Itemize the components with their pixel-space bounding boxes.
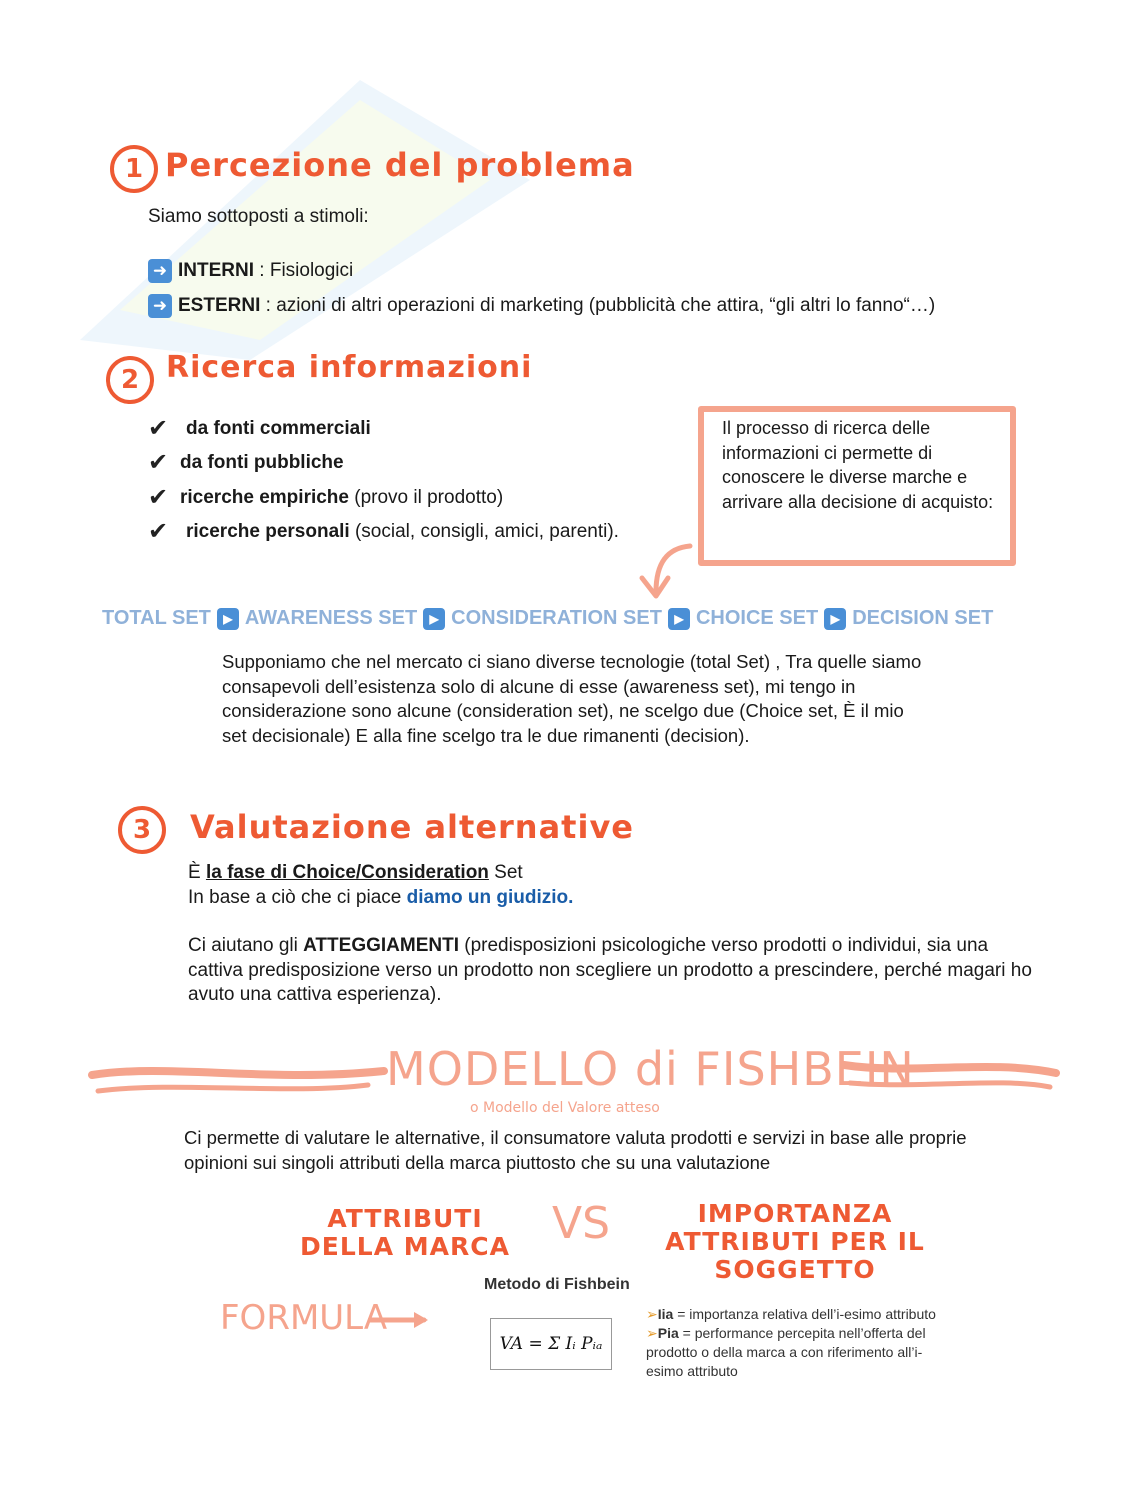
section1-title: Percezione del problema [165,146,635,184]
fishbein-subtitle: o Modello del Valore atteso [470,1100,660,1116]
decorative-brush-left [88,1055,388,1100]
set-total: TOTAL SET [102,607,211,629]
check-icon: ✔ [148,518,169,546]
section1-item-interni: ➜ INTERNI : Fisiologici [148,258,353,283]
section3-title: Valutazione alternative [190,808,634,846]
right-arrow-icon: ➜ [148,294,172,318]
importance-label: IMPORTANZA ATTRIBUTI PER IL SOGGETTO [665,1199,925,1284]
section2-title: Ricerca informazioni [166,350,533,385]
section2-item: ✔ ricerche personali (social, consigli, amici, parenti). [148,518,619,546]
set-consideration: CONSIDERATION SET [451,607,662,629]
section2-number: 2 [106,356,154,404]
check-icon: ✔ [148,415,169,443]
info-box-text: Il processo di ricerca delle informazioni ci permette di conoscere le diverse marche e arrivare alla decisione di acquisto: [722,418,994,512]
play-icon: ▶ [423,608,445,630]
method-title: Metodo di Fishbein [484,1276,630,1293]
legend-line-importance: ➢Iia = importanza relativa dell’i-esimo attributo [646,1306,936,1322]
vs-label: VS [552,1198,611,1249]
section1-intro: Siamo sottoposti a stimoli: [148,206,369,227]
arrow-right-icon [368,1310,433,1330]
sets-row [102,607,1062,630]
fishbein-title: MODELLO di FISHBEIN [386,1042,915,1096]
section1-number: 1 [110,145,158,193]
section3-line1: È la fase di Choice/Consideration Set [188,862,523,883]
section1-item-esterni: ➜ ESTERNI : azioni di altri operazioni di marketing (pubblicità che attira, “gli altri lo fanno“…) [148,293,935,318]
sets-paragraph: Supponiamo che nel mercato ci siano diverse tecnologie (total Set) , Tra quelle siamo consapevoli dell’esistenza solo di alcune di esse (awareness set), mi tengo in considerazione sono alcune (consideration set), ne scelgo due (Choice set, È il mio set decisionale) E alla fine scelgo tra le due rimanenti (decision). [222,651,922,746]
formula-box: VA = Σ Iᵢ Pᵢₐ [490,1318,612,1370]
set-choice: CHOICE SET [695,607,819,629]
set-awareness: AWARENESS SET [244,607,418,629]
play-icon: ▶ [824,608,846,630]
attributes-label: ATTRIBUTI DELLA MARCA [300,1204,510,1261]
play-icon: ▶ [217,608,239,630]
curved-arrow-icon [628,540,698,605]
section2-item: ✔ da fonti pubbliche [148,449,344,477]
section3-line2: In base a ciò che ci piace diamo un giudizio. [188,887,574,908]
play-icon: ▶ [668,608,690,630]
section2-item: ✔ da fonti commerciali [148,415,371,443]
set-decision: DECISION SET [852,607,994,629]
fishbein-paragraph: Ci permette di valutare le alternative, il consumatore valuta prodotti e servizi in base alle proprie opinioni sui singoli attributi della marca piuttosto che su una valutazione [184,1127,967,1173]
check-icon: ✔ [148,484,169,512]
section3-paragraph: Ci aiutano gli ATTEGGIAMENTI (predisposizioni psicologiche verso prodotti o individui, sia una cattiva predisposizione verso un prodotto non scegliere un prodotto a prescindere, perché magari ho avuto una cattiva esperienza). [188,935,1032,1005]
right-arrow-icon: ➜ [148,259,172,283]
section2-item: ✔ ricerche empiriche (provo il prodotto) [148,484,504,512]
formula-label: FORMULA [220,1298,388,1338]
formula-legend [646,1305,956,1381]
section3-number: 3 [118,806,166,854]
legend-line-performance: ➢Pia = performance percepita nell’offerta del prodotto o della marca a con riferimento all’i-esimo attributo [646,1325,926,1379]
check-icon: ✔ [148,449,169,477]
